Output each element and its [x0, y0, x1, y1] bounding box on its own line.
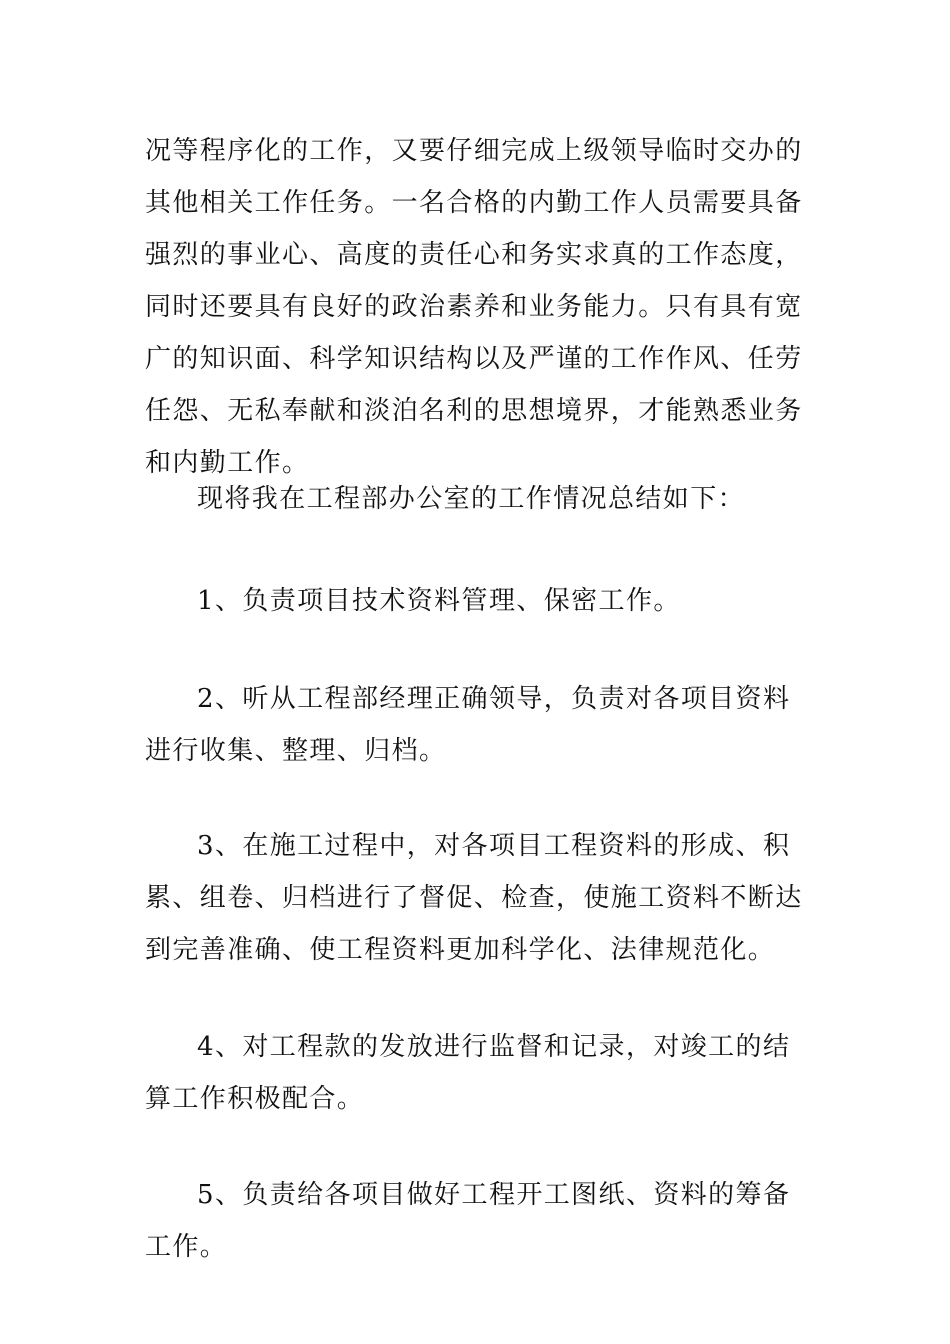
- paragraph-intro: 况等程序化的工作，又要仔细完成上级领导临时交办的其他相关工作任务。一名合格的内勤工作人员需要具备强烈的事业心、高度的责任心和务实求真的工作态度，同时还要具有良好的政治素养和业务能力。只有具有宽广的知识面、科学知识结构以及严谨的工作作风、任劳任怨、无私奉献和淡泊名利的思想境界，才能熟悉业务和内勤工作。: [145, 136, 803, 478]
- paragraph-item-5: 5、负责给各项目做好工程开工图纸、资料的筹备工作。: [145, 1180, 791, 1262]
- paragraph-item-4: 4、对工程款的发放进行监督和记录，对竣工的结算工作积极配合。: [145, 1032, 791, 1114]
- paragraph-item-2: 2、听从工程部经理正确领导，负责对各项目资料进行收集、整理、归档。: [145, 684, 791, 766]
- paragraph-item-3: 3、在施工过程中，对各项目工程资料的形成、积累、组卷、归档进行了督促、检查，使施工资料不断达到完善准确、使工程资料更加科学化、法律规范化。: [145, 831, 803, 965]
- paragraph-item-1: 1、负责项目技术资料管理、保密工作。: [197, 586, 681, 616]
- paragraph-summary-lead: 现将我在工程部办公室的工作情况总结如下：: [197, 484, 746, 514]
